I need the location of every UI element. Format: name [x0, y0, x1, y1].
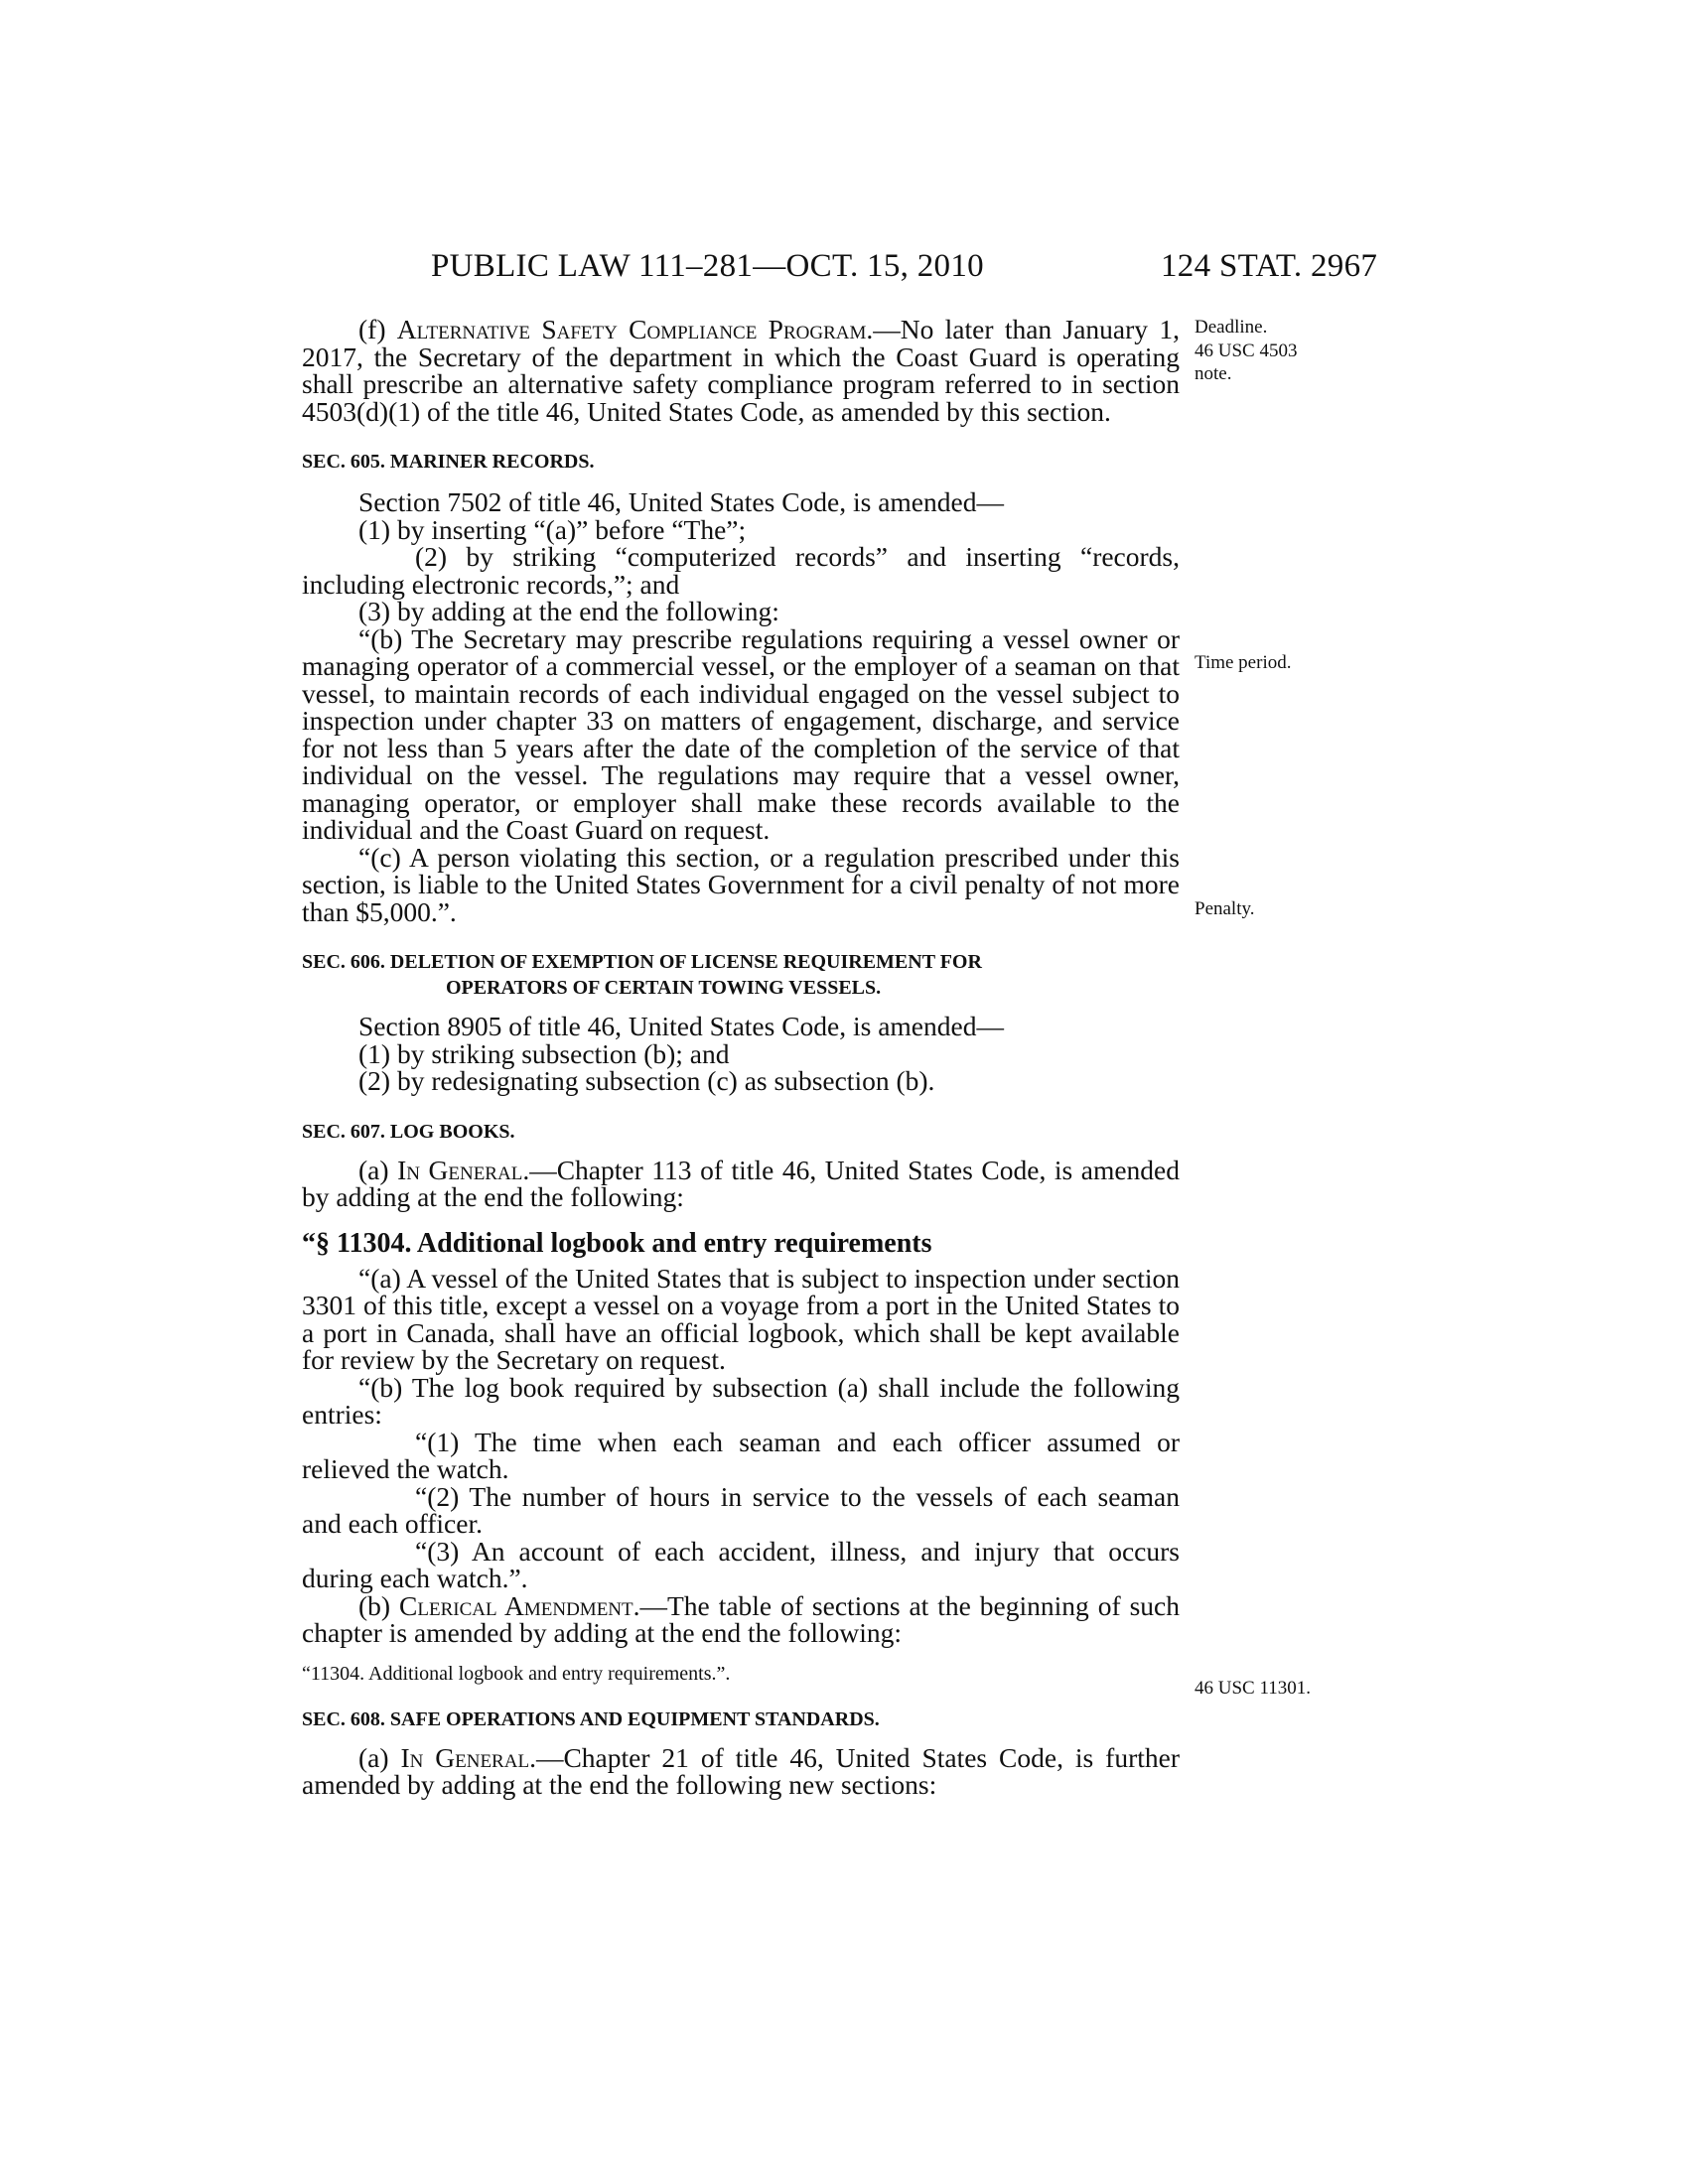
running-head: PUBLIC LAW 111–281—OCT. 15, 2010 [431, 248, 984, 284]
text-column [302, 316, 1180, 1799]
sec-605-item-2: (2) by striking “computerized records” and inserting “records, including electronic records,”; and [302, 541, 1180, 600]
sec-605-subsection-c: “(c) A person violating this section, or a regulation prescribed under this section, is liable to the United States Government for a civil penalty of not more than $5,000.”. [302, 841, 1180, 927]
page-citation: 124 STAT. 2967 [1161, 248, 1378, 284]
sec-608-subsection-a: (a) In General.—Chapter 21 of title 46, United States Code, is further amended by adding at the end the following new sections: [302, 1741, 1180, 1800]
sec-605-intro: Section 7502 of title 46, United States Code, is amended— [358, 486, 1004, 517]
sec-608-heading: SEC. 608. SAFE OPERATIONS AND EQUIPMENT STANDARDS. [302, 1707, 880, 1730]
margin-note-note: note. [1195, 363, 1232, 384]
section-11304-heading: “§ 11304. Additional logbook and entry requirements [302, 1227, 932, 1259]
table-of-sections-entry: “11304. Additional logbook and entry requirements.”. [302, 1662, 731, 1685]
sec-605-heading: SEC. 605. MARINER RECORDS. [302, 451, 595, 473]
margin-note-deadline: Deadline. [1195, 317, 1268, 338]
sec-607-subsection-b: (b) Clerical Amendment.—The table of sections at the beginning of such chapter is amended by adding at the end the following: [302, 1589, 1180, 1648]
sec-606-heading-line-1: SEC. 606. DELETION OF EXEMPTION OF LICENSE REQUIREMENT FOR [302, 951, 982, 973]
sec-605-subsection-b: “(b) The Secretary may prescribe regulations requiring a vessel owner or managing operator of a commercial vessel, or the employer of a seaman on that vessel, to maintain records of each individual engaged on the vessel subject to inspection under chapter 33 on matters of engagement, discharge, and service for not less than 5 years after the date of the completion of the service of that individual on the vessel. The regulations may require that a vessel owner, managing operator, or employer shall make these records available to the individual and the Coast Guard on request. [302, 622, 1180, 845]
entry-2: “(2) The number of hours in service to the vessels of each seaman and each officer. [302, 1480, 1180, 1539]
section-11304-a: “(a) A vessel of the United States that is subject to inspection under section 3301 of this title, except a vessel on a voyage from a port in the United States to a port in Canada, shall have an official logbook, which shall be kept available for review by the Secretary on request. [302, 1262, 1180, 1375]
paragraph-f-caption: Alternative Safety Compliance Program [396, 314, 867, 344]
margin-note-penalty: Penalty. [1195, 898, 1255, 919]
sec-605-item-3: (3) by adding at the end the following: [358, 596, 779, 626]
sec-606-item-1: (1) by striking subsection (b); and [358, 1037, 730, 1069]
sec-605-item-1: (1) by inserting “(a)” before “The”; [358, 513, 747, 545]
entry-3: “(3) An account of each accident, illness, and injury that occurs during each watch.”. [302, 1535, 1180, 1593]
margin-note-time-period: Time period. [1195, 652, 1292, 673]
entry-1: “(1) The time when each seaman and each officer assumed or relieved the watch. [302, 1426, 1180, 1484]
sec-606-item-2: (2) by redesignating subsection (c) as subsection (b). [358, 1065, 935, 1096]
section-11304-b: “(b) The log book required by subsection (a) shall include the following entries: [302, 1371, 1180, 1430]
margin-note-usc11301: 46 USC 11301. [1195, 1678, 1312, 1699]
sec-606-heading-line-2: OPERATORS OF CERTAIN TOWING VESSELS. [446, 977, 882, 999]
sec-606-intro: Section 8905 of title 46, United States Code, is amended— [358, 1011, 1004, 1041]
sec-607-heading: SEC. 607. LOG BOOKS. [302, 1120, 515, 1143]
margin-note-usc4503: 46 USC 4503 [1195, 341, 1298, 361]
paragraph-f: (f) Alternative Safety Compliance Program.—No later than January 1, 2017, the Secretary of the department in which the Coast Guard is operating shall prescribe an alternative safety compliance program referred to in section 4503(d)(1) of the title 46, United States Code, as amended by this section. [302, 314, 1180, 427]
sec-607-subsection-a: (a) In General.—Chapter 113 of title 46, United States Code, is amended by adding at the end the following: [302, 1154, 1181, 1212]
